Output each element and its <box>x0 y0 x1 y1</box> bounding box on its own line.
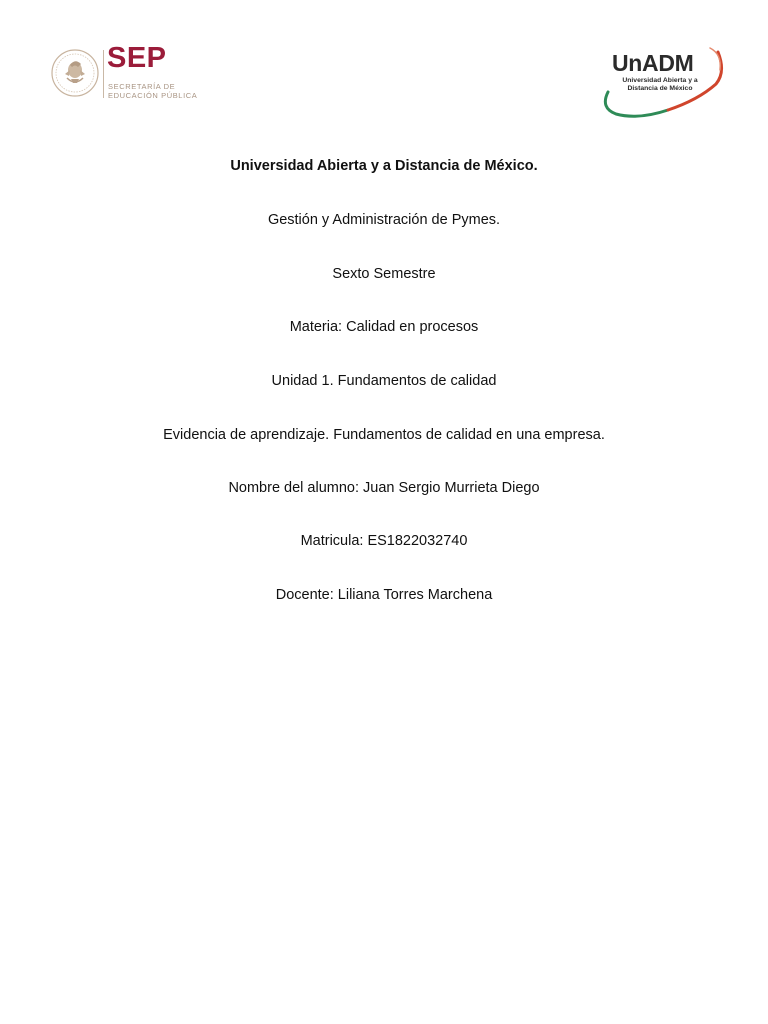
sep-logo <box>50 42 210 104</box>
unadm-subtitle <box>618 77 702 93</box>
sep-divider <box>103 50 104 98</box>
sep-subtitle-line2: EDUCACIÓN PÚBLICA <box>108 91 198 100</box>
university-name: Universidad Abierta y a Distancia de México. <box>230 158 538 174</box>
sep-title: SEP <box>107 42 167 74</box>
subject: Materia: Calidad en procesos <box>289 319 479 335</box>
sep-subtitle <box>108 82 197 100</box>
evidence-title: Evidencia de aprendizaje. Fundamentos de calidad en una empresa. <box>163 427 605 443</box>
enrollment-number: Matricula: ES1822032740 <box>300 533 468 549</box>
teacher-name: Docente: Liliana Torres Marchena <box>275 587 493 603</box>
student-name: Nombre del alumno: Juan Sergio Murrieta Diego <box>228 480 540 496</box>
semester: Sexto Semestre <box>332 266 436 282</box>
unadm-subtitle-line1: Universidad Abierta y a <box>622 77 698 84</box>
unadm-subtitle-line2: Distancia de México <box>627 85 693 92</box>
unadm-title: UnADM <box>612 50 694 76</box>
sep-subtitle-line1: SECRETARÍA DE <box>108 82 176 91</box>
unit: Unidad 1. Fundamentos de calidad <box>271 373 497 389</box>
program-name: Gestión y Administración de Pymes. <box>267 212 501 228</box>
mexico-coat-of-arms-icon <box>50 48 100 98</box>
document-header <box>0 0 768 130</box>
unadm-logo <box>598 44 726 120</box>
